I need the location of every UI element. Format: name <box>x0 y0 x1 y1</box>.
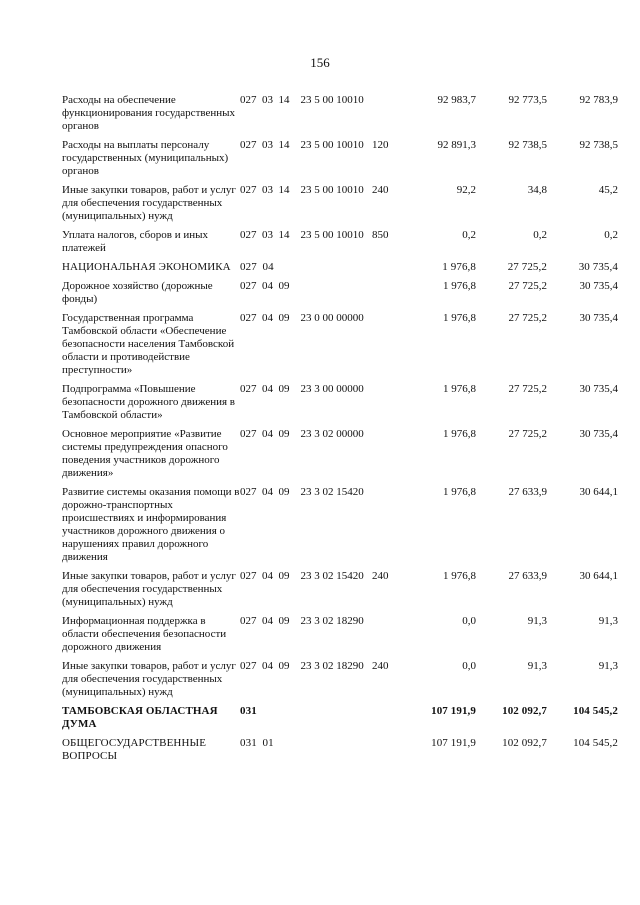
row-value-1: 0,0 <box>462 615 476 627</box>
row-name: Подпрограмма «Повышение безопасности дорожного движения в Тамбовской области» <box>62 383 235 421</box>
budget-table-body <box>62 94 618 769</box>
table-row <box>62 94 618 139</box>
table-row <box>62 737 618 769</box>
budget-table <box>62 94 618 769</box>
row-value-2: 91,3 <box>527 660 547 672</box>
row-value-1: 1 976,8 <box>443 312 476 324</box>
row-code: 031 01 <box>240 737 274 749</box>
row-value-1: 0,2 <box>462 229 476 241</box>
row-value-3: 30 735,4 <box>578 261 618 273</box>
row-value-1: 92 891,3 <box>437 139 476 151</box>
row-value-1: 1 976,8 <box>443 428 476 440</box>
row-value-1: 92,2 <box>456 184 476 196</box>
row-value-3: 30 735,4 <box>579 312 618 324</box>
row-value-2: 34,8 <box>527 184 547 196</box>
row-value-1: 1 976,8 <box>443 486 476 498</box>
row-value-3: 104 545,2 <box>573 737 618 749</box>
row-value-1: 1 976,8 <box>443 570 476 582</box>
row-value-3: 30 644,1 <box>579 570 618 582</box>
row-name: Иные закупки товаров, работ и услуг для обеспечения государственных (муниципальных) нужд <box>62 660 236 698</box>
row-name: ТАМБОВСКАЯ ОБЛАСТНАЯ ДУМА <box>62 705 218 730</box>
table-row <box>62 261 618 280</box>
row-code: 027 04 09 <box>240 280 290 292</box>
row-name: ОБЩЕГОСУДАРСТВЕННЫЕ ВОПРОСЫ <box>62 737 207 762</box>
row-code: 027 04 09 23 3 02 15420 240 <box>240 570 389 582</box>
row-name: Дорожное хозяйство (дорожные фонды) <box>62 280 213 305</box>
table-row <box>62 312 618 383</box>
row-code: 027 03 14 23 5 00 10010 240 <box>240 184 389 196</box>
row-value-3: 92 783,9 <box>579 94 618 106</box>
table-row <box>62 660 618 705</box>
row-value-3: 30 735,4 <box>579 428 618 440</box>
row-value-3: 0,2 <box>604 229 618 241</box>
row-name: Уплата налогов, сборов и иных платежей <box>62 229 209 254</box>
row-value-1: 1 976,8 <box>443 383 476 395</box>
row-value-2: 27 725,2 <box>508 383 547 395</box>
row-name: Расходы на обеспечение функционирования государственных органов <box>62 94 236 132</box>
table-row <box>62 139 618 184</box>
row-value-3: 104 545,2 <box>573 705 618 717</box>
row-code: 027 04 09 23 3 02 15420 <box>240 486 364 498</box>
row-code: 027 04 09 23 3 02 18290 240 <box>240 660 389 672</box>
row-code: 027 04 <box>240 261 274 273</box>
table-row <box>62 229 618 261</box>
table-row <box>62 383 618 428</box>
table-row <box>62 705 618 737</box>
row-name: Информационная поддержка в области обеспечения безопасности дорожного движения <box>62 615 227 653</box>
row-value-2: 91,3 <box>527 615 547 627</box>
row-value-2: 27 725,2 <box>508 428 547 440</box>
table-row <box>62 184 618 229</box>
row-value-1: 0,0 <box>462 660 476 672</box>
row-code: 027 03 14 23 5 00 10010 850 <box>240 229 389 241</box>
row-value-3: 30 735,4 <box>579 383 618 395</box>
row-code: 027 04 09 23 3 02 18290 <box>240 615 364 627</box>
row-name: Основное мероприятие «Развитие системы предупреждения опасного поведения участников дорожного движения» <box>62 428 228 479</box>
row-name: Государственная программа Тамбовской области «Обеспечение безопасности населения Тамбовской области и противодействие преступности» <box>62 312 235 376</box>
row-value-2: 27 725,2 <box>508 312 547 324</box>
row-name: Иные закупки товаров, работ и услуг для обеспечения государственных (муниципальных) нужд <box>62 184 236 222</box>
table-row <box>62 615 618 660</box>
row-value-2: 102 092,7 <box>502 705 547 717</box>
row-code: 031 <box>240 705 257 717</box>
table-row <box>62 570 618 615</box>
row-value-3: 30 644,1 <box>579 486 618 498</box>
row-code: 027 04 09 23 3 00 00000 <box>240 383 364 395</box>
row-value-3: 92 738,5 <box>579 139 618 151</box>
row-value-1: 1 976,8 <box>442 261 476 273</box>
row-name: Расходы на выплаты персоналу государственных (муниципальных) органов <box>62 139 229 177</box>
row-code: 027 04 09 23 3 02 00000 <box>240 428 364 440</box>
row-value-2: 102 092,7 <box>502 737 547 749</box>
row-value-1: 92 983,7 <box>437 94 476 106</box>
row-value-1: 107 191,9 <box>431 705 476 717</box>
row-value-3: 91,3 <box>598 615 618 627</box>
row-value-3: 91,3 <box>598 660 618 672</box>
row-value-1: 107 191,9 <box>431 737 476 749</box>
table-row <box>62 486 618 570</box>
table-row <box>62 428 618 486</box>
row-name: НАЦИОНАЛЬНАЯ ЭКОНОМИКА <box>62 261 231 273</box>
row-value-3: 30 735,4 <box>579 280 618 292</box>
row-value-2: 92 738,5 <box>508 139 547 151</box>
row-code: 027 03 14 23 5 00 10010 <box>240 94 364 106</box>
row-value-1: 1 976,8 <box>443 280 476 292</box>
row-value-2: 27 633,9 <box>508 570 547 582</box>
row-value-2: 92 773,5 <box>508 94 547 106</box>
page-number: 156 <box>310 55 330 70</box>
row-name: Иные закупки товаров, работ и услуг для обеспечения государственных (муниципальных) нужд <box>62 570 236 608</box>
row-value-3: 45,2 <box>598 184 618 196</box>
row-value-2: 27 633,9 <box>508 486 547 498</box>
row-value-2: 27 725,2 <box>507 261 547 273</box>
row-code: 027 04 09 23 0 00 00000 <box>240 312 364 324</box>
row-code: 027 03 14 23 5 00 10010 120 <box>240 139 389 151</box>
row-value-2: 0,2 <box>533 229 547 241</box>
row-value-2: 27 725,2 <box>508 280 547 292</box>
table-row <box>62 280 618 312</box>
row-name: Развитие системы оказания помощи в дорожно-транспортных происшествиях и информирования участников дорожного движения о нарушениях правил дорожного движения <box>62 486 240 563</box>
